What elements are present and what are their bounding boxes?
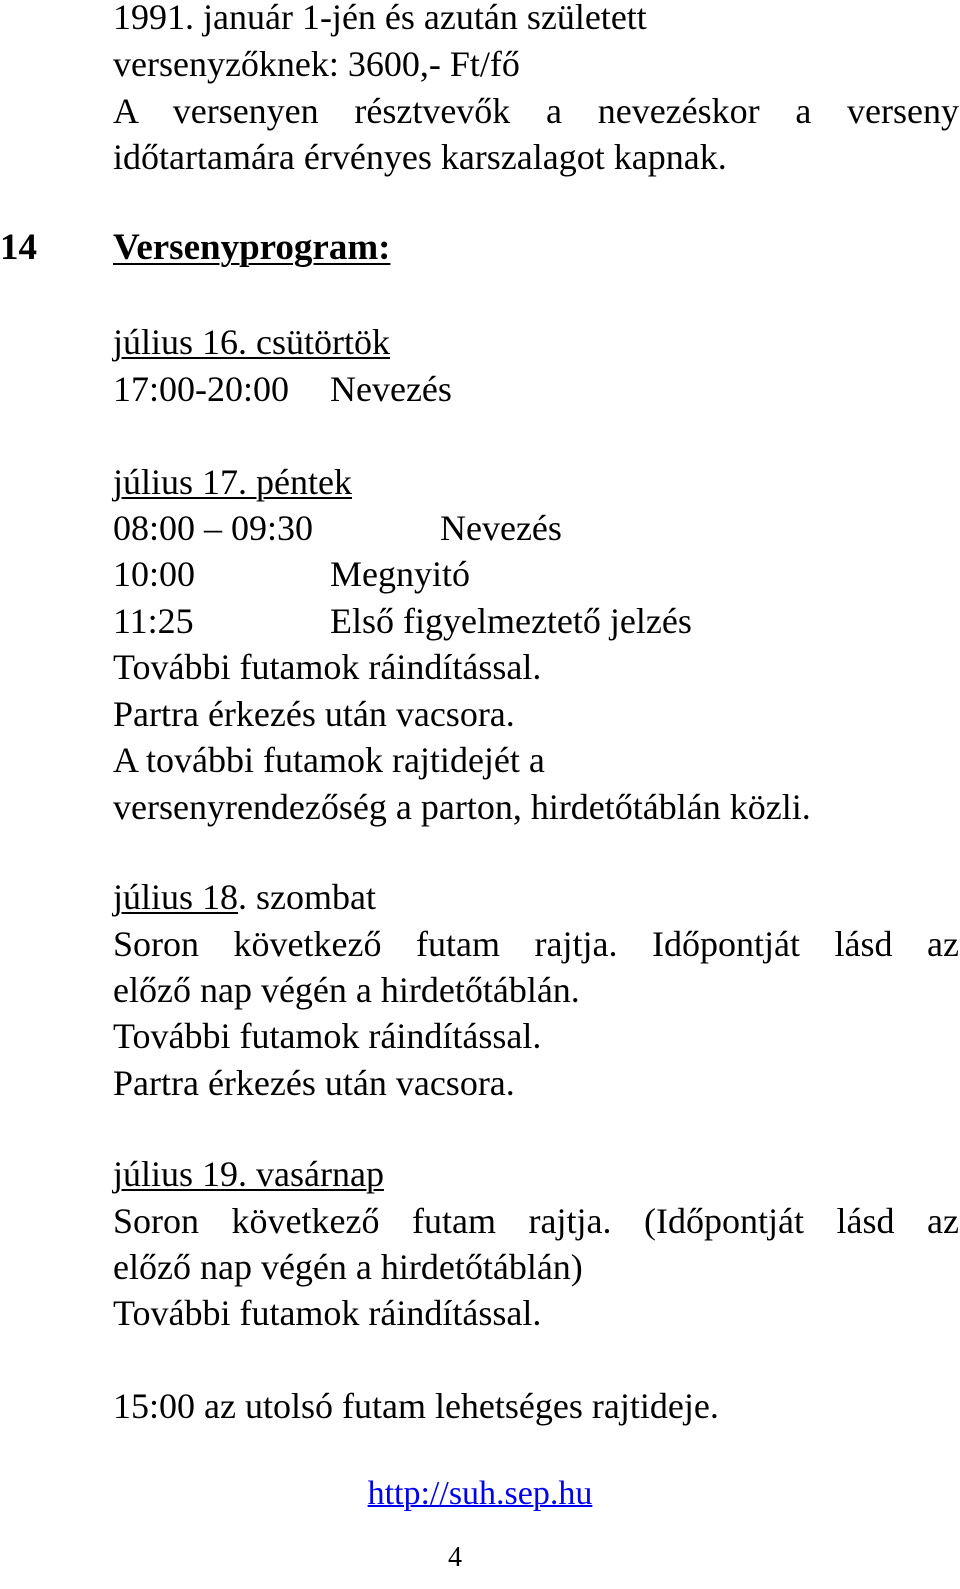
intro-line-4: időtartamára érvényes karszalagot kapnak. <box>113 137 727 177</box>
day1-entry-event: Nevezés <box>330 369 452 409</box>
footer-link[interactable]: http://suh.sep.hu <box>367 1475 593 1512</box>
day3-line-1: Soron következő futam rajtja. Időpontját lásd az <box>113 924 959 964</box>
day2-notice-1: A további futamok rajtidejét a <box>113 740 545 780</box>
day2-notice-2: versenyrendezőség a parton, hirdetőtáblán közli. <box>113 787 811 827</box>
day2-date-rest: . péntek <box>238 462 352 502</box>
day4-line-1: Soron következő futam rajtja. (Időpontját lásd az <box>113 1201 959 1241</box>
intro-line-1: 1991. január 1-jén és azután született <box>113 0 647 37</box>
day3-date-underlined: július 18 <box>113 877 239 917</box>
intro-line-3: A versenyen résztvevők a nevezéskor a verseny <box>113 91 959 131</box>
day1-date: július 16. csütörtök <box>113 322 390 362</box>
day2-row-event: Nevezés <box>440 508 562 548</box>
day3-line-3: További futamok ráindítással. <box>113 1016 542 1056</box>
day4-date: július 19. vasárnap <box>113 1154 384 1194</box>
section-title: Versenyprogram: <box>113 227 391 268</box>
day2-date-underlined: július 17 <box>113 462 239 502</box>
day2-row-time: 08:00 – 09:30 <box>113 508 314 548</box>
day2-row-event: Megnyitó <box>330 554 470 594</box>
day2-row-event: Első figyelmeztető jelzés <box>330 601 692 641</box>
day2-more-races: További futamok ráindítással. <box>113 647 542 687</box>
day4-line-3: További futamok ráindítással. <box>113 1293 542 1333</box>
day3-date-rest: . szombat <box>238 877 376 917</box>
day1-entry-time: 17:00-20:00 <box>113 369 289 409</box>
day3-date <box>113 874 376 920</box>
day4-line-2: előző nap végén a hirdetőtáblán) <box>113 1247 583 1287</box>
section-number: 14 <box>0 227 37 268</box>
intro-line-2: versenyzőknek: 3600,- Ft/fő <box>113 44 520 84</box>
page-number: 4 <box>448 1542 462 1573</box>
day3-line-2: előző nap végén a hirdetőtáblán. <box>113 970 580 1010</box>
closing-line: 15:00 az utolsó futam lehetséges rajtideje. <box>113 1386 719 1426</box>
day2-row-time: 10:00 <box>113 554 196 594</box>
day2-dinner: Partra érkezés után vacsora. <box>113 694 515 734</box>
day2-date <box>113 459 352 505</box>
section-heading <box>0 225 390 271</box>
day2-row-time: 11:25 <box>113 601 194 641</box>
day3-line-4: Partra érkezés után vacsora. <box>113 1063 515 1103</box>
